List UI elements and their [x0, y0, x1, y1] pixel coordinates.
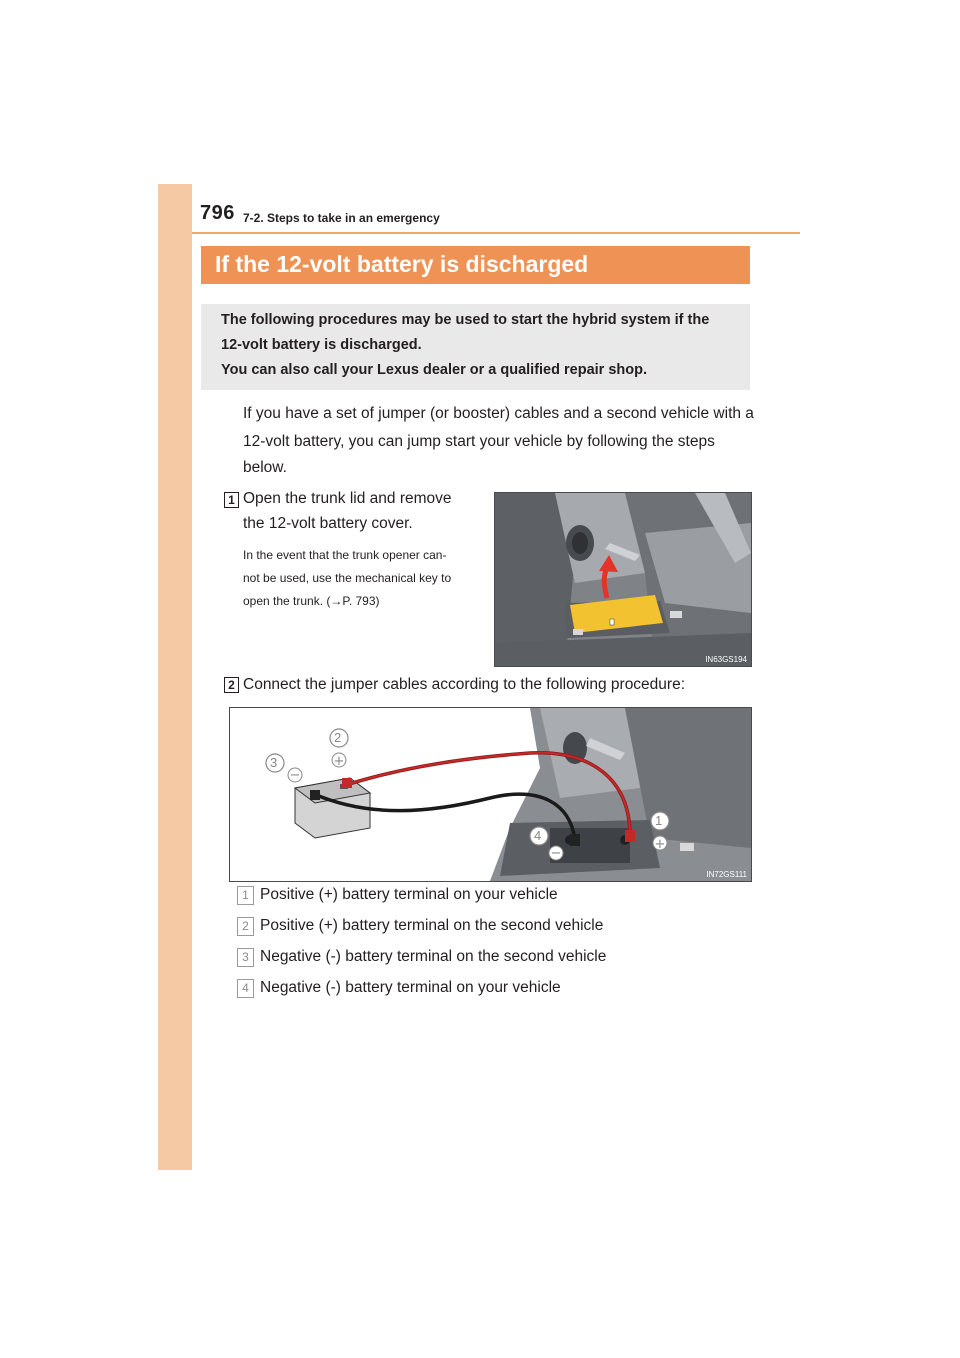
step1-text: the 12-volt battery cover.: [243, 515, 413, 532]
body-line: below.: [243, 459, 287, 476]
trunk-illustration-svg: [495, 493, 751, 666]
intro-line: The following procedures may be used to start the hybrid system if the: [221, 312, 710, 328]
step1-text: Open the trunk lid and remove: [243, 490, 452, 507]
step-number-badge: 2: [224, 677, 239, 693]
trunk-battery-cover-illustration: [494, 492, 752, 667]
figure-code: IN63GS194: [705, 655, 747, 664]
intro-line: You can also call your Lexus dealer or a qualified repair shop.: [221, 362, 648, 378]
step-number-badge: 1: [224, 492, 239, 508]
heading-bar: [201, 246, 750, 284]
body-line: If you have a set of jumper (or booster) cables and a second vehicle with a: [243, 405, 754, 422]
jumper-cable-diagram: [229, 707, 752, 882]
legend-number: 2: [237, 917, 254, 936]
legend-number: 4: [237, 979, 254, 998]
legend-text: Positive (+) battery terminal on your vehicle: [260, 886, 558, 903]
callout-label: 3: [270, 755, 278, 770]
svg-text:+: +: [654, 837, 666, 852]
svg-text:−: −: [550, 846, 562, 861]
figure-code: IN72GS111: [706, 870, 747, 879]
step2-text: Connect the jumper cables according to the following procedure:: [243, 676, 686, 693]
body-line: 12-volt battery, you can jump start your vehicle by following the steps: [243, 433, 715, 450]
legend-text: Negative (-) battery terminal on the second vehicle: [260, 948, 607, 965]
page-number: 796: [200, 202, 235, 224]
intro-line: 12-volt battery is discharged.: [221, 337, 422, 353]
callout-label: 2: [334, 730, 342, 745]
page-heading: If the 12-volt battery is discharged: [215, 251, 589, 277]
svg-text:+: +: [333, 754, 345, 769]
legend-text: Positive (+) battery terminal on the second vehicle: [260, 917, 604, 934]
step1-note: not be used, use the mechanical key to: [243, 571, 452, 585]
step1-note: In the event that the trunk opener can-: [243, 548, 447, 562]
section-title: 7-2. Steps to take in an emergency: [243, 211, 440, 225]
jumper-diagram-svg: [230, 708, 751, 881]
callout-label: 4: [534, 828, 542, 843]
intro-box: [201, 304, 750, 390]
legend-number: 1: [237, 886, 254, 905]
legend-text: Negative (-) battery terminal on your vehicle: [260, 979, 561, 996]
svg-text:−: −: [289, 768, 301, 783]
legend-number: 3: [237, 948, 254, 967]
side-strip: [158, 184, 192, 1170]
header-rule: [192, 232, 800, 234]
step1-note: open the trunk. (→P. 793): [243, 594, 380, 608]
callout-label: 1: [655, 813, 663, 828]
